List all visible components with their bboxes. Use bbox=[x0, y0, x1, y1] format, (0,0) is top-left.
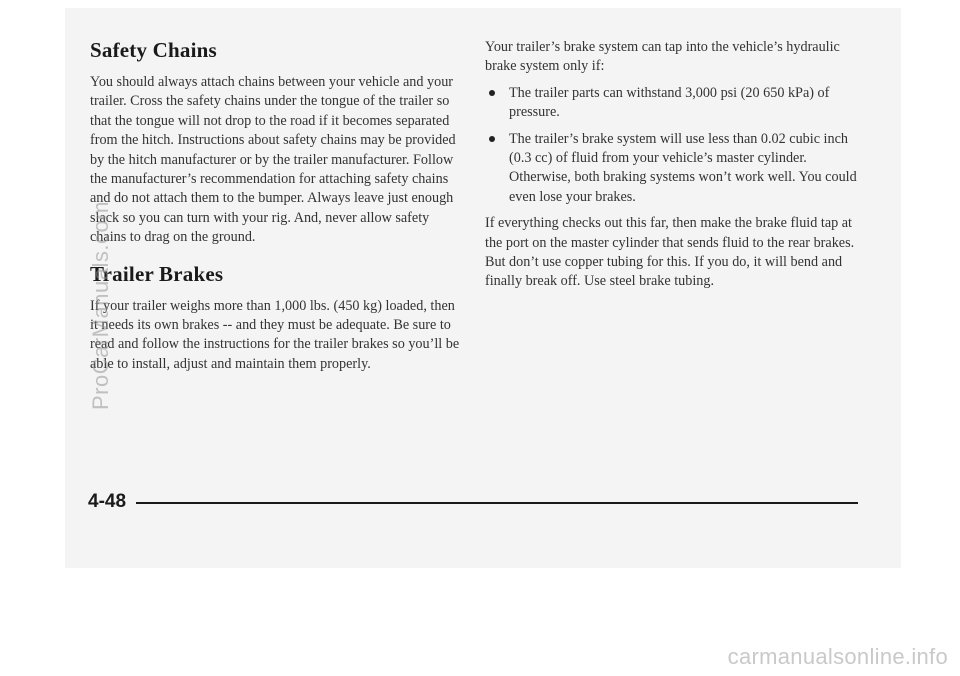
brake-system-intro: Your trailer’s brake system can tap into the vehicle’s hydraulic brake system only if: bbox=[485, 39, 840, 75]
footer-rule bbox=[136, 502, 858, 504]
trailer-brakes-heading: Trailer Brakes bbox=[90, 261, 224, 286]
list-item-text: The trailer parts can withstand 3,000 psi (20 650 kPa) of pressure. bbox=[509, 84, 830, 121]
page-footer bbox=[88, 490, 858, 514]
vertical-watermark: ProCarManuals.com bbox=[88, 200, 113, 410]
trailer-brakes-body: If your trailer weighs more than 1,000 lbs. (450 kg) loaded, then it needs its own brakes -- and they must be adequate. Be sure to read and follow the instructions for the trailer brakes so you’ll be able to install, adjust and maintain them properly. bbox=[90, 297, 460, 372]
brake-fluid-closing: If everything checks out this far, then make the brake fluid tap at the port on the master cylinder that sends fluid to the rear brakes. But don’t use copper tubing for this. If you do, it will bend and finally break off. Use steel brake tubing. bbox=[485, 215, 855, 290]
list-item-text: The trailer’s brake system will use less than 0.02 cubic inch (0.3 cc) of fluid from your vehicle’s master cylinder. Otherwise, both braking systems won’t work well. You could even lose your brakes. bbox=[509, 130, 857, 205]
list-item bbox=[485, 130, 860, 208]
safety-chains-heading: Safety Chains bbox=[90, 38, 217, 62]
left-column bbox=[90, 38, 460, 374]
safety-chains-body: You should always attach chains between your vehicle and your trailer. Cross the safety chains under the tongue of the trailer so that the tongue will not drop to the road if it becomes separated from the hitch. Instructions about safety chains may be provided by the hitch manufacturer or by the trailer manufacturer. Follow the manufacturer’s recommendation for attaching safety chains and do not attach them to the bumper. Always leave just enough slack so you can turn with your rig. And, never allow safety chains to drag on the ground. bbox=[90, 74, 456, 246]
list-item bbox=[485, 84, 860, 123]
site-watermark: carmanualsonline.info bbox=[727, 644, 948, 669]
manual-page bbox=[65, 8, 901, 568]
right-column bbox=[485, 38, 860, 292]
page-number: 4-48 bbox=[88, 491, 127, 512]
bullet-icon bbox=[489, 136, 495, 142]
bullet-icon bbox=[489, 90, 495, 96]
brake-requirements-list bbox=[485, 84, 860, 207]
